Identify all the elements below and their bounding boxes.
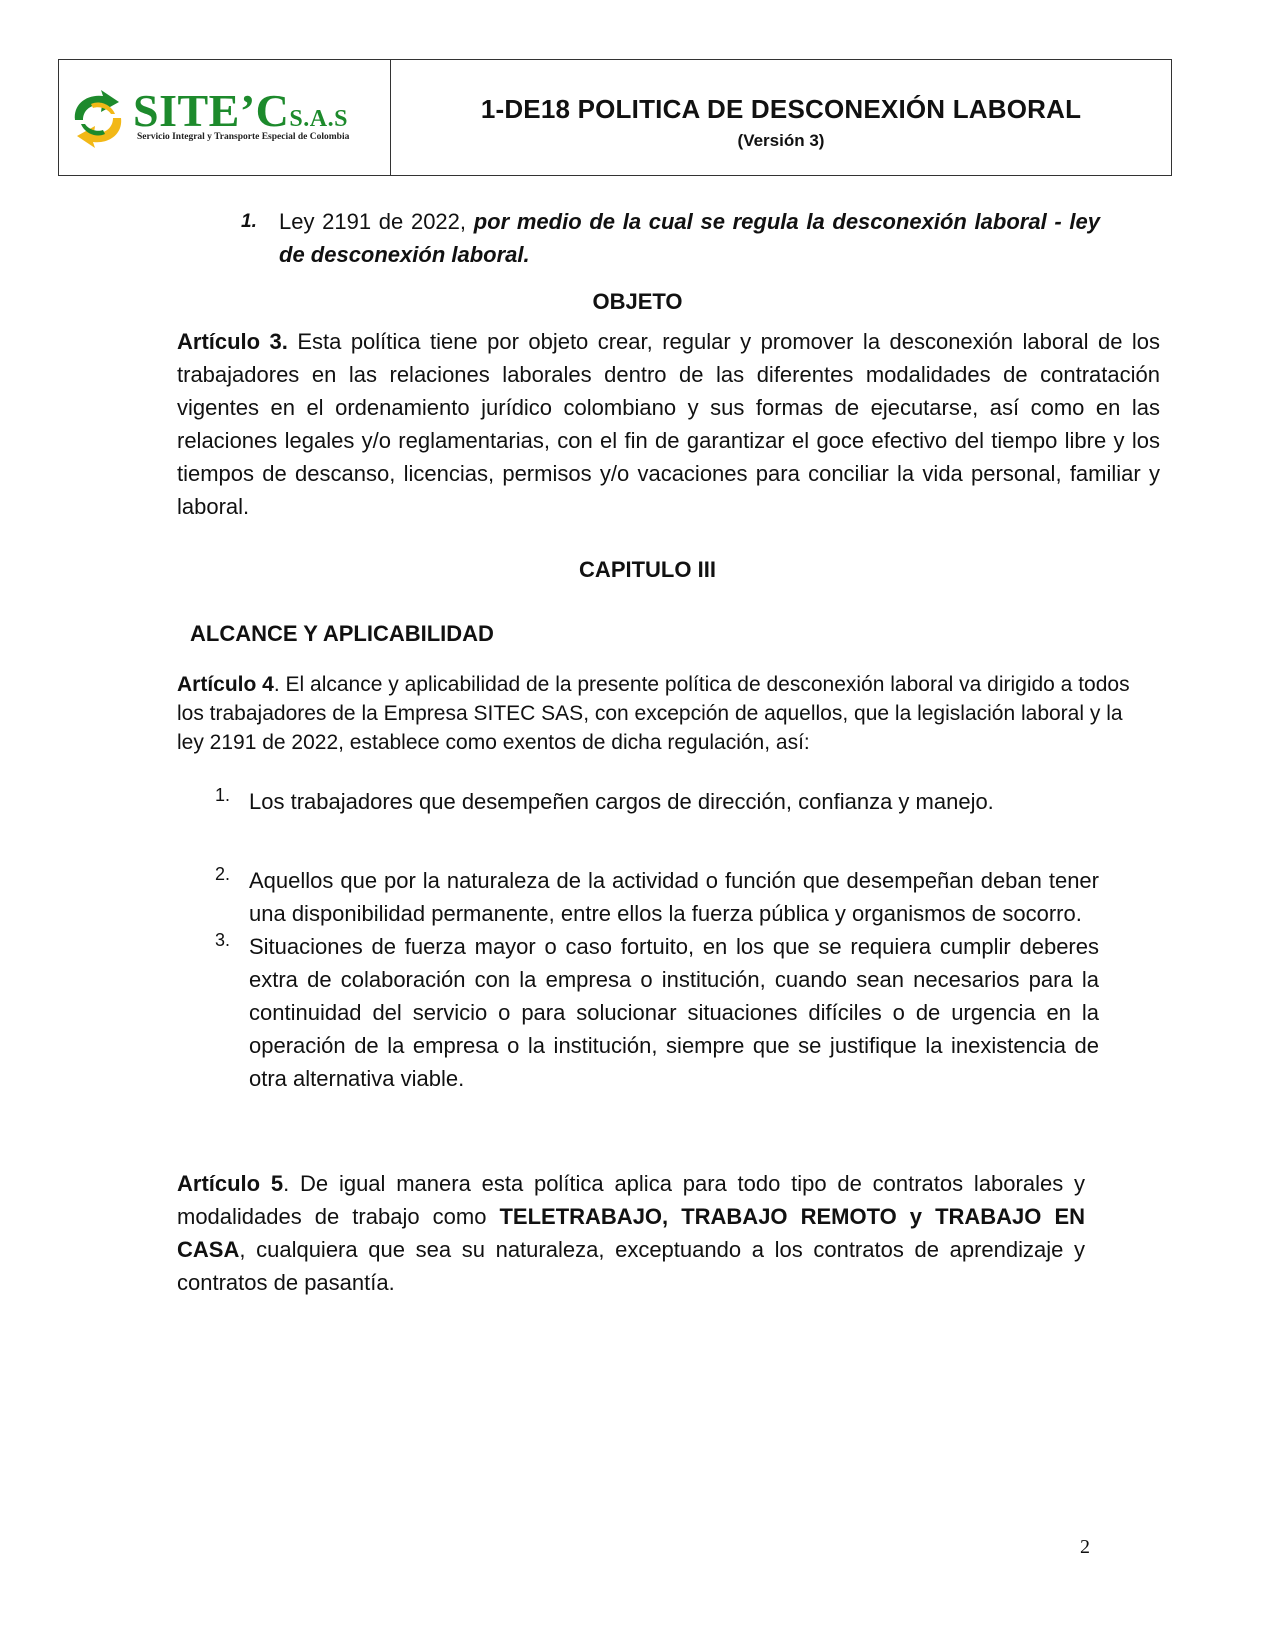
logo-suffix: S.A.S bbox=[289, 106, 348, 132]
list-item bbox=[177, 785, 1099, 818]
list-item-number: 3. bbox=[215, 930, 231, 950]
list-item bbox=[177, 864, 1099, 930]
intro-item-number: 1. bbox=[241, 211, 257, 232]
article-3 bbox=[177, 325, 1160, 523]
objeto-heading: OBJETO bbox=[592, 289, 683, 314]
article-3-paragraph bbox=[177, 325, 1160, 523]
capitulo-heading: CAPITULO III bbox=[579, 557, 716, 582]
article-4-paragraph bbox=[177, 670, 1137, 757]
list-item-text: Aquellos que por la naturaleza de la actividad o función que desempeñan deban tener una disponibilidad permanente, entre ellos la fuerza pública y organismos de socorro. bbox=[249, 868, 1099, 926]
document-version: (Versión 3) bbox=[737, 131, 825, 150]
alcance-subheading: ALCANCE Y APLICABILIDAD bbox=[190, 621, 494, 646]
article-5-paragraph bbox=[177, 1167, 1085, 1299]
page-number: 2 bbox=[1080, 1536, 1090, 1558]
logo-cell bbox=[59, 60, 391, 175]
list-item-number: 1. bbox=[215, 785, 231, 805]
list-item-text: Situaciones de fuerza mayor o caso fortuito, en los que se requiera cumplir deberes extra de colaboración con la empresa o institución, cuando sean necesarios para la continuidad del servicio o para solucionar situaciones difíciles o de urgencia en la operación de la empresa o la institución, siempre que se justifique la inexistencia de otra alternativa viable. bbox=[249, 934, 1099, 1091]
article-5-text-a: . De igual manera esta política aplica para todo tipo de contratos laborales y modalidades de trabajo como bbox=[177, 1171, 1085, 1229]
article-4 bbox=[177, 670, 1137, 757]
intro-list-item bbox=[243, 205, 1100, 271]
article-5-text-b: , cualquiera que sea su naturaleza, exceptuando a los contratos de aprendizaje y contratos de pasantía. bbox=[177, 1237, 1085, 1295]
article-3-label: Artículo 3. bbox=[177, 329, 288, 354]
list-item-text: Los trabajadores que desempeñen cargos de dirección, confianza y manejo. bbox=[249, 789, 994, 814]
title-cell bbox=[391, 60, 1171, 175]
logo-tagline: Servicio Integral y Transporte Especial de Colombia bbox=[137, 132, 350, 142]
intro-text-emphasis: por medio de la cual se regula la desconexión laboral - ley de desconexión laboral. bbox=[279, 209, 1100, 267]
intro-item-text bbox=[279, 205, 1100, 271]
document-title: 1-DE18 POLITICA DE DESCONEXIÓN LABORAL bbox=[480, 94, 1082, 124]
intro-text-plain: Ley 2191 de 2022, bbox=[279, 209, 474, 234]
exemptions-list bbox=[177, 785, 1099, 1095]
article-5-label: Artículo 5 bbox=[177, 1171, 284, 1196]
list-item bbox=[177, 930, 1099, 1095]
document-header bbox=[58, 59, 1172, 176]
logo-arrows-icon bbox=[67, 90, 129, 148]
article-5-emphasis: TELETRABAJO, TRABAJO REMOTO y TRABAJO EN CASA bbox=[177, 1204, 1086, 1262]
article-3-text: Esta política tiene por objeto crear, regular y promover la desconexión laboral de los trabajadores en las relaciones laborales dentro de las diferentes modalidades de contratación vigentes en el ordenamiento jurídico colombiano y sus formas de ejecutarse, así como en las relaciones legales y/o reglamentarias, con el fin de garantizar el goce efectivo del tiempo libre y los tiempos de descanso, licencias, permisos y/o vacaciones para conciliar la vida personal, familiar y laboral. bbox=[177, 329, 1160, 519]
article-4-text: . El alcance y aplicabilidad de la presente política de desconexión laboral va dirigido a todos los trabajadores de la Empresa SITEC SAS, con excepción de aquellos, que la legislación laboral y la ley 2191 de 2022, establece como exentos de dicha regulación, así: bbox=[177, 673, 1130, 754]
list-item-number: 2. bbox=[215, 864, 231, 884]
article-4-label: Artículo 4 bbox=[177, 673, 274, 696]
article-5 bbox=[177, 1167, 1085, 1299]
logo-name-text: SITE’C bbox=[133, 85, 290, 136]
logo-wordmark bbox=[133, 85, 348, 136]
